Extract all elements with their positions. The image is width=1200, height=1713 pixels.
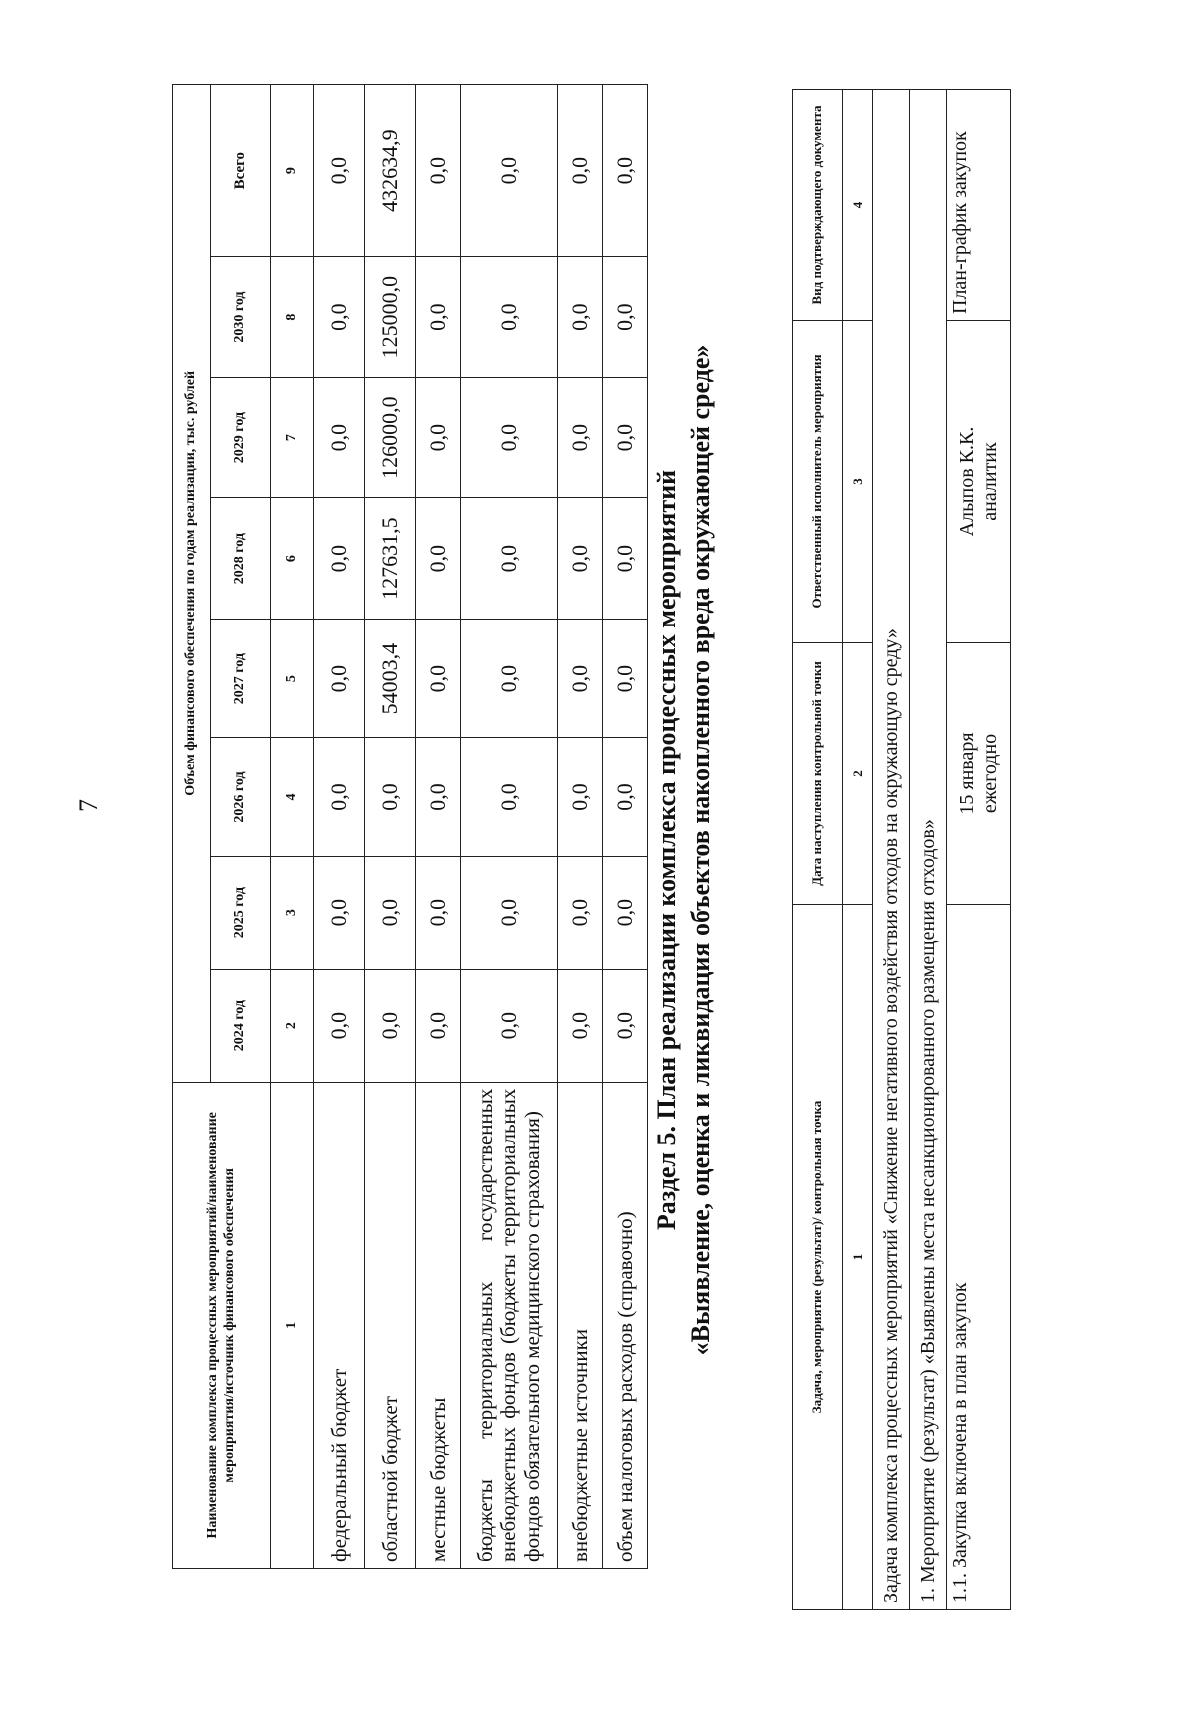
row-label: внебюджетные источники [558,1082,603,1568]
point-document: План-график закупок [947,90,1011,321]
table-row [603,85,648,1569]
cell-value: 0,0 [603,856,648,969]
cell-value: 0,0 [416,85,461,257]
cell-value: 0,0 [461,856,558,969]
col-number: 2 [271,969,314,1082]
col-number: 3 [843,321,873,643]
cell-value: 0,0 [558,85,603,257]
header-group: Объем финансового обеспечения по годам реализации, тыс. рублей [173,85,211,1083]
cell-value: 0,0 [461,969,558,1082]
col-number: 5 [271,619,314,737]
year-header: 2025 год [211,856,271,969]
cell-value: 0,0 [603,377,648,498]
cell-value: 0,0 [365,856,416,969]
row-label: федеральный бюджет [314,1082,365,1568]
col-number: 2 [843,643,873,905]
financing-table [172,84,648,1569]
cell-value: 0,0 [558,969,603,1082]
year-header: 2030 год [211,257,271,378]
year-header: 2026 год [211,738,271,856]
cell-value: 126000,0 [365,377,416,498]
cell-value: 0,0 [558,619,603,737]
cell-value: 0,0 [314,738,365,856]
cell-value: 0,0 [416,856,461,969]
row-label: бюджеты территориальных государственных внебюджетных фондов (бюджеты территориальных фондов обязательного медицинского страхования) [461,1082,558,1568]
cell-value: 0,0 [416,619,461,737]
year-header: 2029 год [211,377,271,498]
cell-value: 0,0 [603,738,648,856]
cell-value: 0,0 [416,377,461,498]
page-number: 7 [74,799,103,812]
cell-value: 0,0 [416,257,461,378]
header-document: Вид подтверждающего документа [793,90,843,321]
cell-value: 0,0 [314,498,365,620]
cell-value: 0,0 [314,85,365,257]
table-row [461,85,558,1569]
table-row [365,85,416,1569]
table-row [416,85,461,1569]
cell-value: 54003,4 [365,619,416,737]
col-number: 6 [271,498,314,620]
cell-value: 0,0 [558,257,603,378]
cell-value: 0,0 [314,969,365,1082]
row-label: местные бюджеты [416,1082,461,1568]
task-row [873,90,910,1610]
plan-table [792,89,1011,1610]
cell-value: 0,0 [603,85,648,257]
cell-value: 0,0 [558,498,603,620]
year-header: 2028 год [211,498,271,620]
cell-value: 0,0 [461,377,558,498]
point-responsible [947,321,1011,643]
col-number: 4 [271,738,314,856]
cell-value: 0,0 [558,738,603,856]
table-row [314,85,365,1569]
cell-value: 0,0 [461,257,558,378]
point-responsible-line2: аналитик [978,442,1001,521]
header-name: Наименование комплекса процессных мероприятий/наименование мероприятия/источник финансового обеспечения [173,1082,271,1568]
measure-text: 1. Мероприятие (результат) «Выявлены места несанкционированного размещения отходов» [910,90,947,1610]
cell-value: 127631,5 [365,498,416,620]
cell-value: 0,0 [558,377,603,498]
year-header: 2027 год [211,619,271,737]
col-number: 1 [271,1082,314,1568]
col-number: 8 [271,257,314,378]
cell-value: 0,0 [461,498,558,620]
cell-value: 0,0 [416,498,461,620]
cell-value: 0,0 [314,856,365,969]
point-responsible-line1: Алыпов К.К. [955,426,978,537]
cell-value: 432634,9 [365,85,416,257]
header-task: Задача, мероприятие (результат)/ контрольная точка [793,905,843,1610]
cell-value: 0,0 [416,969,461,1082]
row-label: объем налоговых расходов (справочно) [603,1082,648,1568]
task-text: Задача комплекса процессных мероприятий «Снижение негативного воздействия отходов на окружающую среду» [873,90,910,1610]
total-header: Всего [211,85,271,257]
year-header: 2024 год [211,969,271,1082]
point-date-line2: ежегодно [978,733,1001,814]
cell-value: 0,0 [603,498,648,620]
cell-value: 0,0 [603,257,648,378]
cell-value: 0,0 [365,738,416,856]
col-number: 4 [843,90,873,321]
cell-value: 0,0 [603,619,648,737]
row-label: областной бюджет [365,1082,416,1568]
cell-value: 0,0 [603,969,648,1082]
cell-value: 125000,0 [365,257,416,378]
col-number: 1 [843,905,873,1610]
cell-value: 0,0 [314,619,365,737]
section-title [650,100,718,1600]
section-title-line1: Раздел 5. План реализации комплекса процессных мероприятий [652,469,681,1231]
table-row [947,90,1011,1610]
cell-value: 0,0 [461,85,558,257]
measure-row [910,90,947,1610]
section-title-line2: «Выявление, оценка и ликвидация объектов накопленного вреда окружающей среде» [685,344,715,1356]
col-number: 9 [271,85,314,257]
cell-value: 0,0 [558,856,603,969]
cell-value: 0,0 [365,969,416,1082]
cell-value: 0,0 [314,377,365,498]
cell-value: 0,0 [461,619,558,737]
cell-value: 0,0 [461,738,558,856]
point-date-line1: 15 января [955,732,978,815]
table-row [558,85,603,1569]
header-date: Дата наступления контрольной точки [793,643,843,905]
col-number: 7 [271,377,314,498]
point-date [947,643,1011,905]
col-number: 3 [271,856,314,969]
cell-value: 0,0 [416,738,461,856]
header-responsible: Ответственный исполнитель мероприятия [793,321,843,643]
point-name: 1.1. Закупка включена в план закупок [947,905,1011,1610]
cell-value: 0,0 [314,257,365,378]
